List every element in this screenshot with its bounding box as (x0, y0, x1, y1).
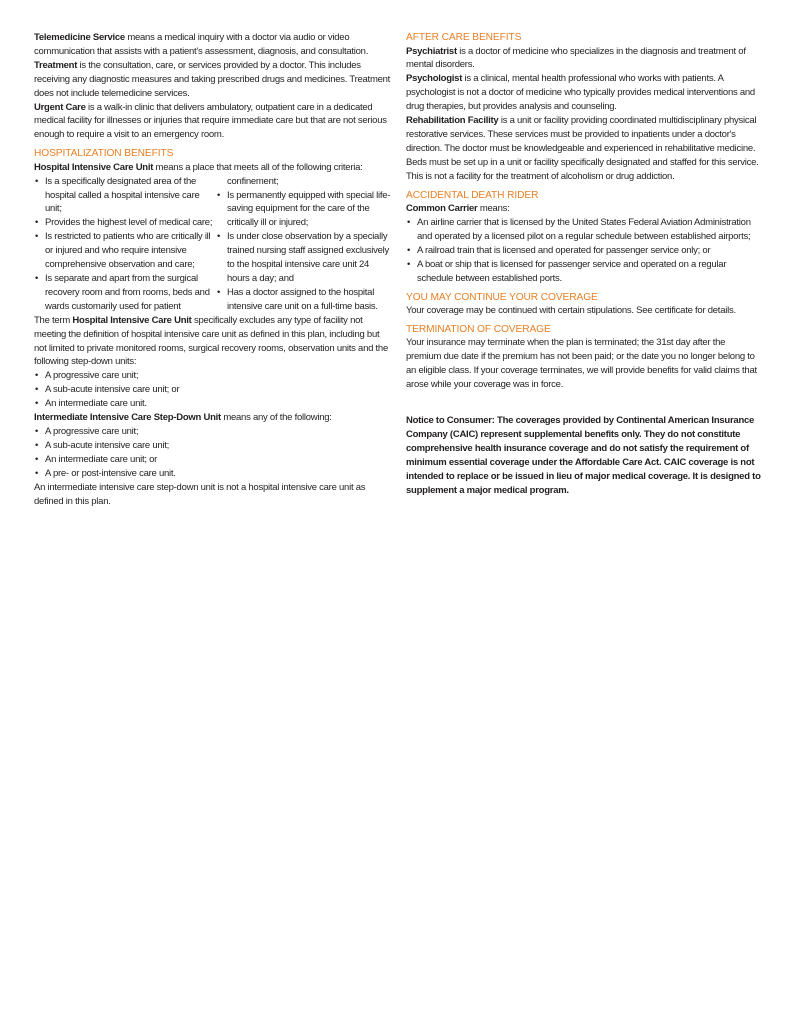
list-item: • Is separate and apart from the surgical recovery room and from rooms, beds and wards customarily used for patient (34, 272, 216, 314)
termination-text: Your insurance may terminate when the plan is terminated; the 31st day after the premium due date if the premium has not been paid; or the date you no longer belong to an eligible class. If your coverage terminates, we will provide benefits for valid claims that arose while your coverage was in force. (406, 337, 757, 391)
common-carrier-list (406, 216, 762, 286)
list-item: • Is permanently equipped with special life-saving equipment for the care of the critically ill or injured; (216, 189, 392, 231)
icu-exclusion: The term Hospital Intensive Care Unit specifically excludes any type of facility not meeting the definition of hospital intensive care unit as defined in this plan, including but not limited to private monitored rooms, surgical recovery rooms, observation units and the following step-down units: (34, 314, 388, 368)
list-item: • Is a specifically designated area of the hospital called a hospital intensive care unit; (34, 175, 216, 217)
stepdown-definition-list (34, 425, 392, 481)
hospitalization-heading: HOSPITALIZATION BENEFITS (34, 148, 174, 160)
stepdown-closing: An intermediate intensive care step-down unit is not a hospital intensive care unit as defined in this plan. (34, 481, 366, 507)
psychiatrist-definition: Psychiatrist is a doctor of medicine who specializes in the diagnosis and treatment of mental disorders. (406, 45, 746, 71)
icu-criteria-col1 (34, 175, 216, 314)
stepdown-definition: Intermediate Intensive Care Step-Down Unit means any of the following: (34, 412, 332, 424)
list-item: • A railroad train that is licensed and operated for passenger service only; or (406, 244, 762, 258)
icu-criteria-col2 (216, 175, 392, 314)
treatment-definition: Treatment is the consultation, care, or services provided by a doctor. This includes receiving any diagnostic measures and taking prescribed drugs and medicines. Treatment does not include telemedicine services. (34, 59, 391, 99)
list-item: • A pre- or post-intensive care unit. (34, 467, 392, 481)
stepdown-units-list (34, 369, 392, 411)
termination-heading: TERMINATION OF COVERAGE (406, 323, 551, 335)
list-item: • An intermediate care unit. (34, 397, 392, 411)
list-item: • Is restricted to patients who are critically ill or injured and who require intensive comprehensive observation and care; (34, 230, 216, 272)
telemedicine-definition: Telemedicine Service means a medical inquiry with a doctor via audio or video communication that assists with a patient's assessment, diagnosis, and consultation. (34, 32, 369, 57)
list-item: • A sub-acute intensive care unit; (34, 439, 392, 453)
list-item: • A boat or ship that is licensed for passenger service and operated on a regular schedule between established ports. (406, 258, 762, 286)
list-item: • An intermediate care unit; or (34, 453, 392, 467)
icu-criteria (34, 175, 392, 314)
list-item: • Provides the highest level of medical care; (34, 216, 216, 230)
list-item: • A progressive care unit; (34, 369, 392, 383)
list-item: • A sub-acute intensive care unit; or (34, 383, 392, 397)
list-item-continuation: confinement; (227, 175, 279, 187)
urgent-care-definition: Urgent Care is a walk-in clinic that delivers ambulatory, outpatient care in a dedicated medical facility for illnesses or injuries that require immediate care but that are not serious enough to require a visit to an emergency room. (34, 101, 387, 141)
continue-coverage-text: Your coverage may be continued with certain stipulations. See certificate for details. (406, 305, 736, 316)
continue-coverage-heading: YOU MAY CONTINUE YOUR COVERAGE (406, 291, 598, 303)
list-item: • A progressive care unit; (34, 425, 392, 439)
list-item: • Has a doctor assigned to the hospital intensive care unit on a full-time basis. (216, 286, 392, 314)
psychologist-definition: Psychologist is a clinical, mental health professional who works with patients. A psychologist is not a doctor of medicine who typically provides medical interventions and drug therapies, but provides analysis and counseling. (406, 73, 755, 113)
after-care-heading: AFTER CARE BENEFITS (406, 32, 522, 43)
icu-definition: Hospital Intensive Care Unit means a place that meets all of the following criteria: (34, 161, 363, 173)
left-column (34, 31, 392, 508)
right-column (406, 31, 762, 497)
list-item: • Is under close observation by a specially trained nursing staff assigned exclusively to the hospital intensive care unit 24 hours a day; and (216, 230, 392, 286)
notice-to-consumer: Notice to Consumer: The coverages provided by Continental American Insurance Company (CAIC) represent supplemental benefits only. They do not constitute comprehensive health insurance coverage and do not satisfy the requirement of minimum essential coverage under the Affordable Care Act. CAIC coverage is not intended to replace or be issued in lieu of major medical coverage. It is designed to supplement a major medical program. (406, 415, 761, 496)
common-carrier-definition: Common Carrier means: (406, 203, 510, 215)
rehab-definition: Rehabilitation Facility is a unit or facility providing coordinated multidisciplinary physical restorative services. These services must be provided to inpatients under a doctor's direction. The doctor must be knowledgeable and experienced in rehabilitative medicine. Beds must be set up in a unit or facility specifically designated and staffed for this service. This is not a facility for the treatment of alcoholism or drug addiction. (406, 115, 759, 182)
accidental-death-heading: ACCIDENTAL DEATH RIDER (406, 189, 539, 201)
list-item: • An airline carrier that is licensed by the United States Federal Aviation Administration and operated by a licensed pilot on a regular schedule between established airports; (406, 216, 762, 244)
icu-criteria-col2-list (216, 189, 392, 314)
